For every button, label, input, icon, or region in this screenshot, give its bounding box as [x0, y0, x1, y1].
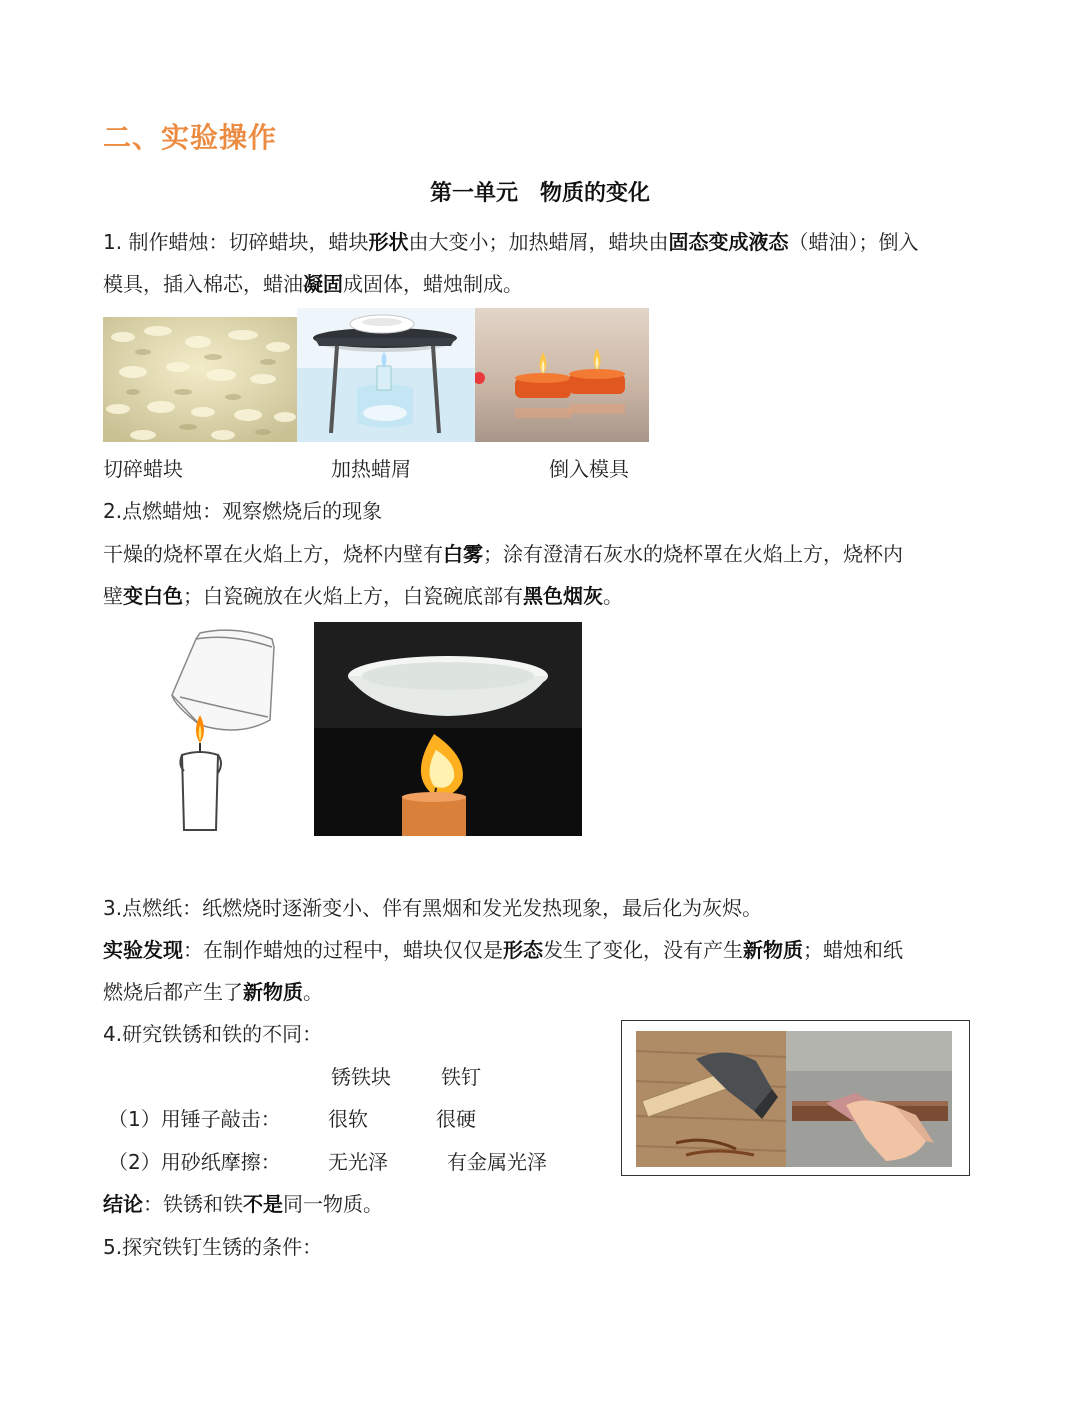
beaker-candle-drawing	[160, 625, 285, 835]
heating-wax-photo	[297, 308, 475, 442]
rust-test-photo-frame	[621, 1020, 970, 1176]
exp4-row-1-rust: 很软	[328, 1107, 368, 1131]
caption-heat-wax: 加热蜡屑	[331, 457, 411, 481]
exp4-row-2-rust: 无光泽	[328, 1150, 388, 1174]
exp1-line-1: 1. 制作蜡烛：切碎蜡块，蜡块形状由大变小；加热蜡屑，蜡块由固态变成液态（蜡油）；倒入	[103, 230, 919, 254]
exp4-col-iron-nail: 铁钉	[441, 1065, 481, 1089]
exp2-title: 2.点燃蜡烛：观察燃烧后的现象	[103, 499, 383, 523]
exp2-line-2: 壁变白色；白瓷碗放在火焰上方，白瓷碗底部有黑色烟灰。	[103, 584, 623, 608]
sandpaper-rub-photo	[786, 1031, 952, 1167]
exp4-row-1-label: （1）用锤子敲击：	[108, 1107, 281, 1131]
exp3-finding-1: 实验发现：在制作蜡烛的过程中，蜡块仅仅是形态发生了变化，没有产生新物质；蜡烛和纸	[103, 938, 903, 962]
exp4-row-2-iron: 有金属光泽	[447, 1150, 547, 1174]
exp5-title: 5.探究铁钉生锈的条件：	[103, 1235, 323, 1259]
wax-chips-photo	[103, 317, 297, 442]
exp1-line-2: 模具，插入棉芯，蜡油凝固成固体，蜡烛制成。	[103, 272, 523, 296]
exp4-row-1-iron: 很硬	[436, 1107, 476, 1131]
exp4-col-rusty-iron: 锈铁块	[331, 1065, 391, 1089]
exp3-finding-2: 燃烧后都产生了新物质。	[103, 980, 323, 1004]
hammer-nails-photo	[636, 1031, 786, 1167]
exp4-row-2-label: （2）用砂纸摩擦：	[108, 1150, 281, 1174]
unit-title: 第一单元 物质的变化	[429, 181, 650, 206]
exp4-conclusion: 结论：铁锈和铁不是同一物质。	[103, 1192, 383, 1216]
exp4-title: 4.研究铁锈和铁的不同：	[103, 1022, 323, 1046]
caption-cut-wax: 切碎蜡块	[103, 457, 183, 481]
caption-pour-mold: 倒入模具	[549, 457, 629, 481]
bowl-flame-photo	[314, 622, 582, 836]
candles-photo	[475, 308, 649, 442]
exp3-title: 3.点燃纸：纸燃烧时逐渐变小、伴有黑烟和发光发热现象，最后化为灰烬。	[103, 896, 763, 920]
exp2-line-1: 干燥的烧杯罩在火焰上方，烧杯内壁有白雾；涂有澄清石灰水的烧杯罩在火焰上方，烧杯内	[103, 542, 903, 566]
section-title: 二、实验操作	[103, 121, 278, 154]
